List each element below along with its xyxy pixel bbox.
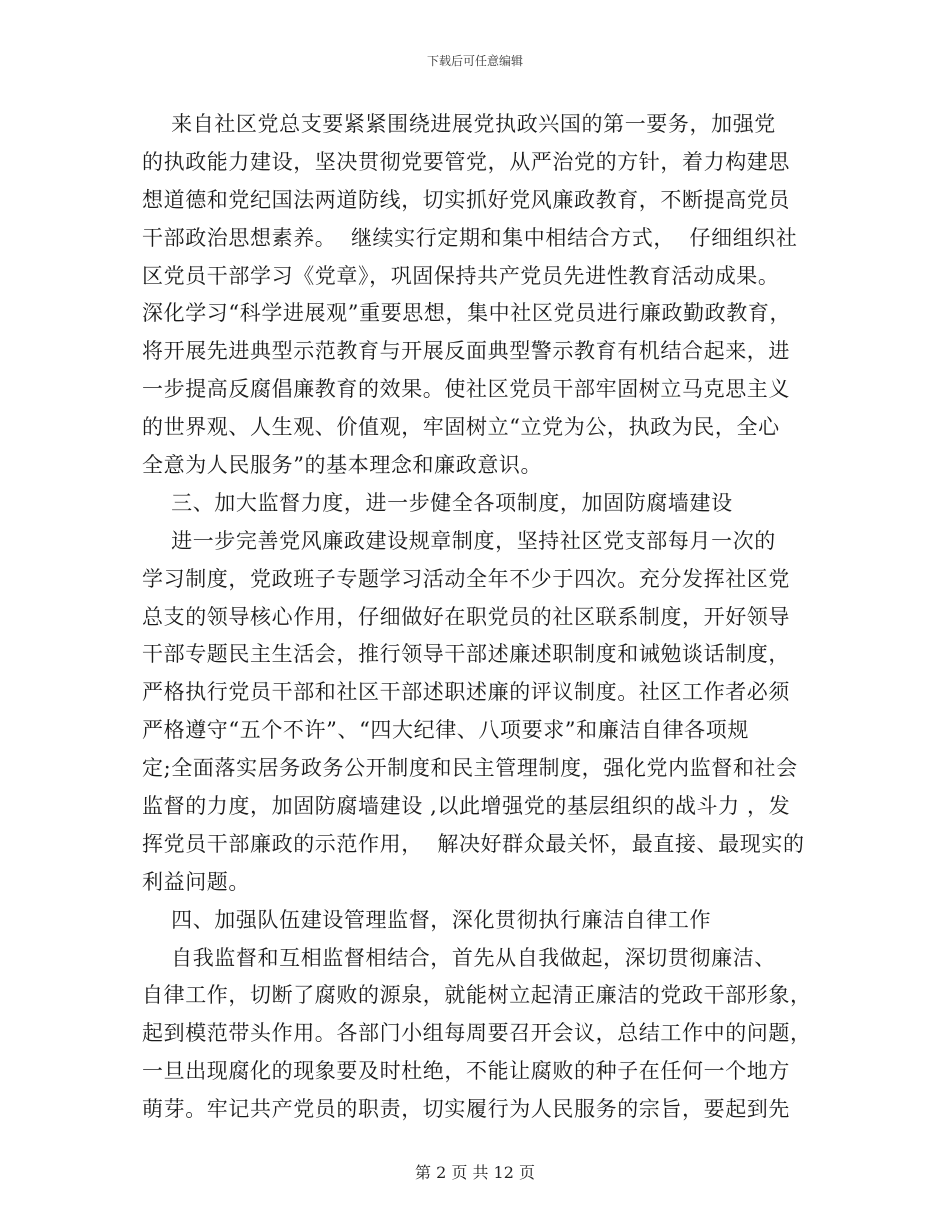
text-line: 来自社区党总支要紧紧围绕进展党执政兴国的第一要务，加强党 [142,112,776,136]
text-line: 进一步完善党风廉政建设规章制度，坚持社区党支部每月一次的 [142,528,776,553]
text-line: 监督的力度，加固防腐墙建设 ,以此增强党的基层组织的战斗力 ，发 [142,794,791,819]
text-line: 定;全面落实居务政务公开制度和民主管理制度，强化党内监督和社会 [142,756,798,781]
text-line: 自律工作，切断了腐败的源泉，就能树立起清正廉洁的党政干部形象， [142,983,812,1008]
text-line: 区党员干部学习《党章》，巩固保持共产党员先进性教育活动成果。 [142,263,780,288]
body-text [142,106,812,1129]
text-line: 学习制度，党政班子专题学习活动全年不少于四次。充分发挥社区党 [142,566,790,591]
text-line: 一旦出现腐化的现象要及时杜绝，不能让腐败的种子在任何一个地方 [142,1059,790,1084]
text-line: 全意为人民服务”的基本理念和廉政意识。 [142,453,543,478]
text-line: 严格执行党员干部和社区干部述职述廉的评议制度。社区工作者必须 [142,680,790,705]
text-line: 的执政能力建设，坚决贯彻党要管党，从严治党的方针，着力构建思 [142,149,790,174]
section-heading: 四、加强队伍建设管理监督，深化贯彻执行廉洁自律工作 [142,907,712,932]
page-header-note: 下载后可任意编辑 [426,54,523,68]
page-number-footer: 第 2 页 共 12 页 [415,1163,535,1182]
text-line: 将开展先进典型示范教育与开展反面典型警示教育有机结合起来，进 [142,339,790,364]
text-line: 利益问题。 [142,869,250,894]
text-line: 干部政治思想素养。 继续实行定期和集中相结合方式， 仔细组织社 [142,225,798,250]
text-line: 起到模范带头作用。各部门小组每周要召开会议，总结工作中的问题， [142,1021,812,1046]
text-line: 干部专题民主生活会，推行领导干部述廉述职制度和诫勉谈话制度， [142,642,790,667]
text-line: 挥党员干部廉政的示范作用， 解决好群众最关怀，最直接、最现实的 [142,831,805,856]
text-line: 总支的领导核心作用，仔细做好在职党员的社区联系制度，开好领导 [142,604,790,629]
text-line: 严格遵守“五个不许”、“四大纪律、八项要求”和廉洁自律各项规 [142,718,749,743]
section-heading: 三、加大监督力度，进一步健全各项制度，加固防腐墙建设 [142,490,733,515]
text-line: 自我监督和互相监督相结合，首先从自我做起，深切贯彻廉洁、 [142,945,776,970]
text-line: 的世界观、人生观、价值观，牢固树立“立党为公，执政为民，全心 [142,415,780,440]
text-line: 萌芽。牢记共产党员的职责，切实履行为人民服务的宗旨，要起到先 [142,1097,790,1122]
text-line: 深化学习“科学进展观”重要思想，集中社区党员进行廉政勤政教育， [142,301,792,326]
text-line: 一步提高反腐倡廉教育的效果。使社区党员干部牢固树立马克思主义 [142,377,790,402]
text-line: 想道德和党纪国法两道防线，切实抓好党风廉政教育，不断提高党员 [142,187,790,212]
